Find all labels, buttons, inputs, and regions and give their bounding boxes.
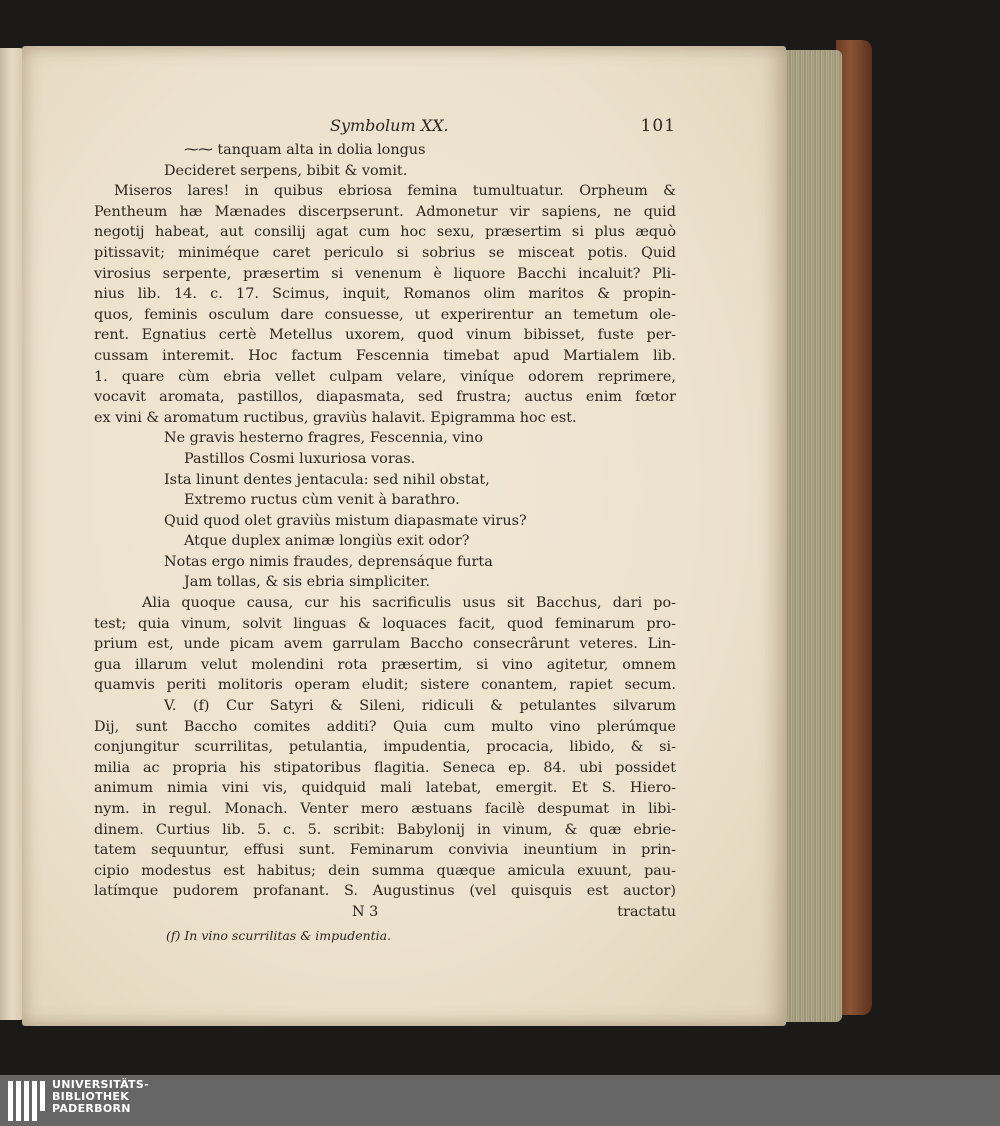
text-line: latímque pudorem profanant. S. Augustinus (vel quisquis est auctor) (94, 883, 676, 900)
library-footer-bar (0, 1075, 1000, 1126)
text-line: Decideret serpens, bibit & vomit. (164, 162, 408, 179)
text-line: nym. in regul. Monach. Venter mero æstuans facilè despumat in libi- (94, 801, 676, 817)
text-line: ⁓⁓ tanquam alta in dolia longus (184, 142, 426, 158)
logo-line: BIBLIOTHEK (52, 1090, 130, 1103)
text-line: test; quia vinum, solvit linguas & loquaces facit, quod feminarum pro- (94, 615, 676, 632)
text-line: Pentheum hæ Mænades discerpserunt. Admonetur vir sapiens, ne quid (94, 203, 676, 220)
text-line: Dij, sunt Baccho comites additi? Quia cum multo vino plerúmque (94, 718, 676, 735)
text-line: Notas ergo nimis fraudes, deprensáque furta (164, 553, 493, 570)
text-line: quos, feminis osculum dare consuesse, ut experirentur an temetum ole- (94, 306, 676, 323)
text-line: pitissavit; miniméque caret periculo si sobrius se misceat potis. Quid (94, 244, 676, 261)
page-text-block (94, 114, 676, 947)
text-line: Ne gravis hesterno fragres, Fescennia, vino (164, 430, 484, 447)
text-line: quamvis periti molitoris operam eludit; sistere conantem, rapiet secum. (94, 677, 676, 694)
logo-line: UNIVERSITÄTS- (52, 1078, 149, 1091)
text-line: animum nimia vini vis, quidquid mali latebat, emergit. Et S. Hiero- (94, 780, 676, 797)
text-line: Jam tollas, & sis ebria simpliciter. (184, 574, 430, 591)
text-line: tatem sequuntur, effusi sunt. Feminarum convivia ineuntium in prin- (94, 842, 676, 859)
footnote: (f) In vino scurrilitas & impudentia. (166, 927, 392, 943)
library-logo-icon (8, 1081, 48, 1121)
text-line: rent. Egnatius certè Metellus uxorem, quod vinum bibisset, fuste per- (94, 327, 676, 344)
text-line: V. (f) Cur Satyri & Sileni, ridiculi & petulantes silvarum (164, 698, 676, 715)
signature-mark: N 3 (352, 903, 379, 920)
text-line: prium est, unde picam avem garrulam Baccho consecrârunt veteres. Lin- (94, 636, 676, 653)
text-line: gua illarum velut molendini rota præsertim, si vino agitetur, omnem (94, 656, 676, 673)
text-line: cipio modestus est habitus; dein summa quæque amicula exuunt, pau- (94, 862, 676, 879)
text-line: Quid quod olet graviùs mistum diapasmate virus? (164, 512, 527, 529)
text-line: dinem. Curtius lib. 5. c. 5. scribit: Babylonij in vinum, & quæ ebrie- (94, 821, 676, 838)
facing-page-edge (0, 48, 24, 1020)
text-line: virosius serpente, præsertim si venenum è liquore Bacchi incaluit? Pli- (94, 265, 676, 282)
logo-line: PADERBORN (52, 1102, 131, 1115)
body-text (94, 140, 676, 902)
text-line: 1. quare cùm ebria vellet culpam velare, viníque odorem reprimere, (94, 368, 676, 385)
text-line: Extremo ructus cùm venit à barathro. (184, 492, 460, 509)
page-header (94, 114, 676, 136)
text-line: milia ac propria his stipatoribus flagitia. Seneca ep. 84. ubi possidet (94, 759, 676, 776)
text-line: vocavit aromata, pastillos, diapasmata, sed frustra; auctus enim fœtor (94, 389, 676, 406)
text-line: conjungitur scurrilitas, petulantia, impudentia, procacia, libido, & si- (94, 739, 676, 756)
text-line: Miseros lares! in quibus ebriosa femina tumultuatur. Orpheum & (114, 183, 676, 200)
text-line: Alia quoque causa, cur his sacrificulis usus sit Bacchus, dari po- (142, 595, 676, 612)
signature-row (94, 902, 676, 924)
text-line: Pastillos Cosmi luxuriosa voras. (184, 450, 416, 467)
library-logo-text (52, 1079, 149, 1115)
text-line: nius lib. 14. c. 17. Scimus, inquit, Romanos olim maritos & propin- (94, 286, 676, 303)
text-line: ex vini & aromatum ructibus, graviùs halavit. Epigramma hoc est. (94, 409, 577, 426)
text-line: Atque duplex animæ longiùs exit odor? (184, 533, 470, 550)
catchword: tractatu (617, 903, 676, 920)
text-line: negotij habeat, aut consilij agat cum hoc sexu, præsertim si plus æquò (94, 224, 676, 241)
text-line: Ista linunt dentes jentacula: sed nihil obstat, (164, 471, 490, 488)
running-title: Symbolum XX. (330, 116, 449, 135)
text-line: cussam interemit. Hoc factum Fescennia timebat apud Martialem lib. (94, 347, 676, 364)
page-number: 101 (640, 116, 676, 136)
